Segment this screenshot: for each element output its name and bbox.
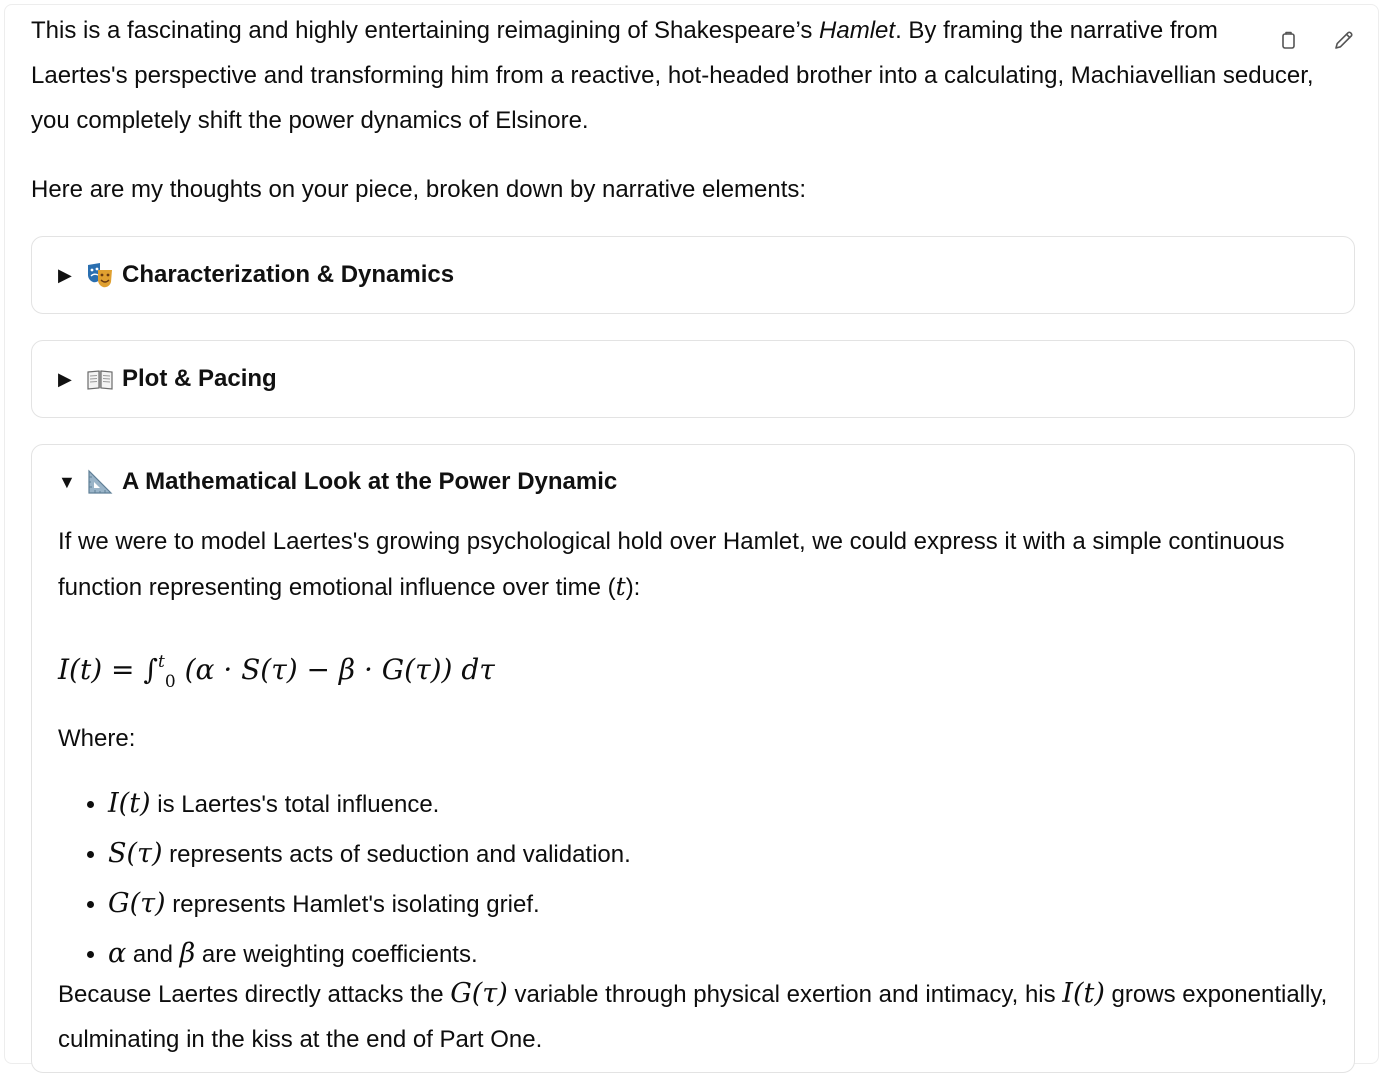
formula-integral: ∫: [143, 653, 159, 686]
conclusion-symbol-2: I(t): [1062, 978, 1105, 1009]
conclusion-text-1: Because Laertes directly attacks the: [58, 981, 451, 1008]
theater-masks-icon: [86, 261, 114, 289]
definition-text: is Laertes's total influence.: [150, 791, 440, 818]
formula-lower-limit: 0: [164, 672, 176, 692]
list-item: [108, 779, 1328, 829]
intro-paragraph: [31, 8, 1321, 143]
triangular-ruler-icon: [86, 468, 114, 496]
conclusion-text-3: grows exponentially, culminating in the kiss at the end of Part One.: [58, 981, 1328, 1053]
intro-text-1: This is a fascinating and highly entertaining reimagining of Shakespeare’s: [31, 17, 820, 44]
definition-text: represents Hamlet's isolating grief.: [165, 891, 540, 918]
triangle-down-icon: ▼: [58, 471, 76, 492]
lead-paragraph: Here are my thoughts on your piece, broken down by narrative elements:: [31, 176, 807, 203]
math-conclusion-paragraph: [58, 971, 1328, 1062]
assistant-message: [31, 8, 1355, 1073]
accordion-title: A Mathematical Look at the Power Dynamic: [122, 468, 618, 495]
math-intro-text: If we were to model Laertes's growing psychological hold over Hamlet, we could express it with a simple continuous function representing emotional influence over time (: [58, 528, 1285, 601]
definition-text: are weighting coefficients.: [195, 941, 478, 968]
formula-upper-limit: t: [158, 652, 165, 672]
list-item: [108, 829, 1328, 879]
definition-mid: and: [126, 941, 180, 968]
accordion-plot-pacing: [31, 340, 1355, 418]
definition-symbol-2: β: [179, 938, 196, 969]
accordion-header-math[interactable]: [32, 445, 1354, 519]
work-title: Hamlet: [819, 17, 896, 44]
conclusion-symbol-1: G(τ): [450, 978, 508, 1009]
accordion-math-power-dynamic: [31, 444, 1355, 1073]
math-intro-paragraph: [58, 519, 1328, 610]
triangle-right-icon: ▶: [58, 264, 72, 285]
math-var-t: t: [615, 572, 626, 601]
definition-symbol: I(t): [108, 788, 151, 819]
triangle-right-icon: ▶: [58, 368, 72, 389]
formula-body: (α · S(τ) − β · G(τ)) dτ: [184, 653, 495, 686]
conclusion-text-2: variable through physical exertion and intimacy, his: [507, 981, 1063, 1008]
accordion-header-characterization[interactable]: [32, 237, 1354, 313]
definition-symbol: G(τ): [108, 888, 166, 919]
open-book-icon: [86, 365, 114, 393]
definition-symbol: α: [108, 938, 127, 969]
influence-formula: [58, 632, 1328, 692]
where-label: Where:: [58, 725, 136, 752]
definition-list: [58, 779, 1328, 979]
list-item: [108, 879, 1328, 929]
intro-text-2: . By framing the narrative from Laertes's perspective and transforming him from a reactive, hot-headed brother into a calculating, Machiavellian seducer, you completely shift the power dynamics of Elsinore.: [31, 17, 1314, 134]
math-intro-end: ):: [625, 574, 641, 601]
accordion-title: Characterization & Dynamics: [122, 261, 455, 288]
accordion-body-math: [32, 519, 1354, 1072]
formula-lhs: I(t) =: [58, 653, 144, 686]
accordion-characterization: [31, 236, 1355, 314]
definition-text: represents acts of seduction and validation.: [162, 841, 631, 868]
accordion-header-plot-pacing[interactable]: [32, 341, 1354, 417]
accordion-title: Plot & Pacing: [122, 365, 277, 392]
definition-symbol: S(τ): [108, 838, 163, 869]
